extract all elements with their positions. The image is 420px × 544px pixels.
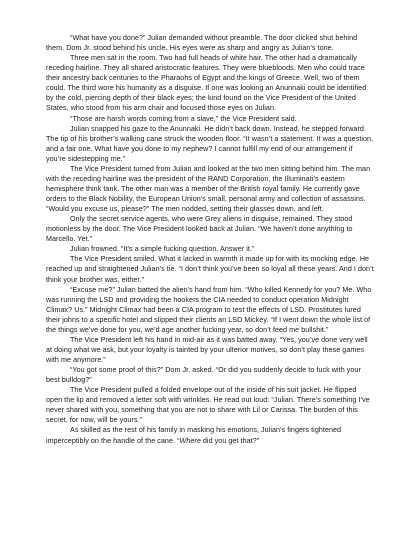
paragraph: “Those are harsh words coming from a slave,” the Vice President said. <box>70 114 297 123</box>
paragraph: The Vice President turned from Julian and looked at the two men sitting behind him. The man with the receding hairline was the president of the RAND Corporation, the Illuminati’s eastern hemisphere think tank. The other man was a member of the British royal family. He currently gave orders to the Black Nobility, the European Union’s small, personal army and collection of assassins. “Would you excuse us, please?” The men nodded, setting their glasses down, and left. <box>46 164 371 214</box>
paragraph: Three men sat in the room. Two had full heads of white hair. The other had a dramatically receding hairline. They all shared aristocratic features. They were bluebloods. Men who could trace their ancestry back centuries to the Pharaohs of Egypt and the kings of Greece. Well, two of them could. The third wore his humanity as a disguise. If one was looking an Anunnaki could be identified by the cold, piercing depth of their black eyes; the kind found on the Vice President of the United States, who stood from his arm chair and focused those eyes on Julian. <box>46 54 367 113</box>
paragraph: The Vice President smiled. What it lacked in warmth it made up for with its mocking edge. He reached up and straightened Julian’s tie. “I don’t think you’ve been so loyal all these years. And I don’t think your brother was, either.” <box>46 255 374 284</box>
paragraph: The Vice President pulled a folded envelope out of the inside of his suit jacket. He flipped open the lip and removed a letter soft with wrinkles. He read out loud: “Julian. There’s something I’ve never shared with you, something that you are not to share with Lil or Carissa. The burden of this secret, for now, will be yours.” <box>46 386 370 425</box>
paragraph: “You got some proof of this?” Dom Jr. asked. “Or did you suddenly decide to fuck with your best bulldog?” <box>46 366 361 385</box>
paragraph-last <box>46 425 374 445</box>
paragraph: Julian snapped his gaze to the Anunnaki. He didn’t back down. Instead, he stepped forward. The tip of his brother’s walking cane struck the wooden floor. “It wasn’t a statement. It was a question, and a fair one. What have you done to my nephew? I cannot fulfill my end of our arrangement if you’re sidestepping me.” <box>46 124 374 163</box>
paragraph: Only the secret service agents, who were Grey aliens in disguise, remained. They stood motionless by the door. The Vice President looked back at Julian. “We haven’t done anything to Marcello. Yet.” <box>46 215 353 244</box>
paragraph-last-text: As skilled as the rest of his family in masking his emotions, Julian’s fingers tightened imperceptibly on the handle of the cane. “Where did you get that?” <box>46 426 342 445</box>
paragraph: Julian frowned. “It’s a simple fucking question. Answer it.” <box>70 245 255 254</box>
paragraph: The Vice President left his hand in mid-air as it was batted away. “Yes, you’ve done very well at doing what we ask, but your loyalty is tainted by your ulterior motives, so don’t play these games with me anymore.” <box>46 335 368 364</box>
emphasized-word: Where <box>179 436 201 445</box>
paragraph: “What have you done?” Julian demanded without preamble. The door clicked shut behind them. Dom Jr. stood behind his uncle. His eyes were as sharp and angry as Julian’s tone. <box>46 34 358 53</box>
paragraph: “Excuse me?” Julian batted the alien’s hand from him. “Who killed Kennedy for you? Me. Who was running the LSD and providing the hookers the CIA needed to conduct operation Midnight Climax? Us.” Midnight Climax had been a CIA program to test the effects of LSD. Prostitutes lured their johns to a specific hotel and slipped their clients an LSD Mickey. “If I went down the whole list of the things we’ve done for you, we’d age another fucking year, so don’t feed me bullshit.” <box>46 285 372 334</box>
